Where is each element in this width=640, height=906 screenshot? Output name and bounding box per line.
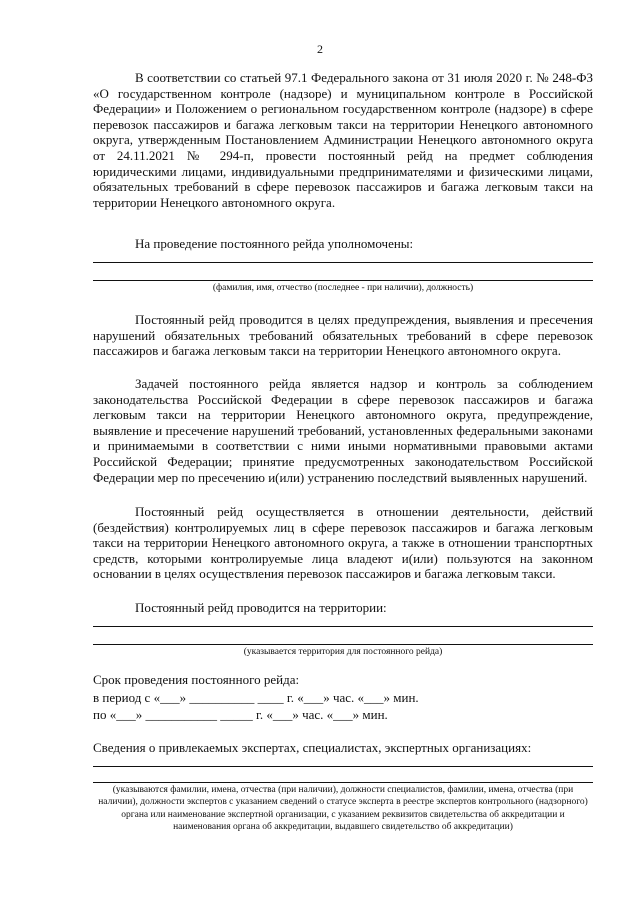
paragraph-authorized-heading: На проведение постоянного рейда уполномочены: (135, 236, 414, 251)
fill-line-territory-1 (93, 626, 593, 627)
paragraph-legal-basis: В соответствии со статьей 97.1 Федерального закона от 31 июля 2020 г. № 248-ФЗ «О государственном контроле (надзоре) и муниципальном контроле в Российской Федерации» и Положением о региональном государственном контроле (надзоре) в сфере перевозок пассажиров и багажа легковым такси на территории Ненецкого автономного округа, утвержденным Постановлением Администрации Ненецкого автономного округа от 24.11.2021 № 294-п, провести постоянный рейд на предмет соблюдения юридическими лицами, индивидуальными предпринимателями и физическими лицами, обязательных требований в сфере перевозок пассажиров и багажа легковым такси на территории Ненецкого автономного округа. (93, 70, 593, 210)
paragraph-scope: Постоянный рейд осуществляется в отношении деятельности, действий (бездействия) контролируемых лиц в сфере перевозок пассажиров и багажа легковым такси на территории Ненецкого автономного округа, а также в отношении транспортных средств, которыми контролируемые лица владеют и(или) пользуются на законном основании в целях осуществления перевозок пассажиров и багажа легковым такси. (93, 504, 593, 582)
caption-territory: (указывается территория для постоянного рейда) (243, 647, 443, 657)
term-to-line: по «___» ___________ _____ г. «___» час. «___» мин. (93, 707, 388, 722)
caption-experts: (указываются фамилии, имена, отчества (при наличии), должности специалистов, фамилии, имена, отчества (при наличии), должности экспертов с указанием сведений о статусе эксперта в реестре экспертов контрольного (надзорного) органа или наименование экспертной организации, с указанием реквизитов свидетельства об аккредитации и наименования органа об аккредитации, выдавшего свидетельство об аккредитации) (98, 785, 588, 832)
paragraph-territory-heading: Постоянный рейд проводится на территории: (135, 600, 387, 615)
paragraph-purpose: Постоянный рейд проводится в целях предупреждения, выявления и пресечения нарушений обязательных требований обязательных требований в сфере перевозок пассажиров и багажа легковым такси на территории Ненецкого автономного округа. (93, 312, 593, 359)
fill-line-experts-1 (93, 766, 593, 767)
fill-line-authorized-2 (93, 280, 593, 281)
term-from-line: в период с «___» __________ ____ г. «___» час. «___» мин. (93, 690, 419, 705)
fill-line-experts-2 (93, 782, 593, 783)
term-heading: Срок проведения постоянного рейда: (93, 672, 300, 687)
caption-fio: (фамилия, имя, отчество (последнее - при наличии), должность) (212, 283, 474, 293)
fill-line-territory-2 (93, 644, 593, 645)
paragraph-tasks: Задачей постоянного рейда является надзор и контроль за соблюдением законодательства Российской Федерации в сфере перевозок пассажиров и багажа легковым такси на территории Ненецкого автономного округа, предупреждение, выявление и пресечение нарушений требований, установленных федеральными законами и принимаемыми в соответствии с ними иными нормативными правовыми актами Российской Федерации; принятие предусмотренных законодательством Российской Федерации мер по пресечению и(или) устранению последствий выявленных нарушений. (93, 376, 593, 485)
page-number: 2 (317, 42, 323, 56)
fill-line-authorized-1 (93, 262, 593, 263)
experts-heading: Сведения о привлекаемых экспертах, специалистах, экспертных организациях: (93, 740, 532, 755)
